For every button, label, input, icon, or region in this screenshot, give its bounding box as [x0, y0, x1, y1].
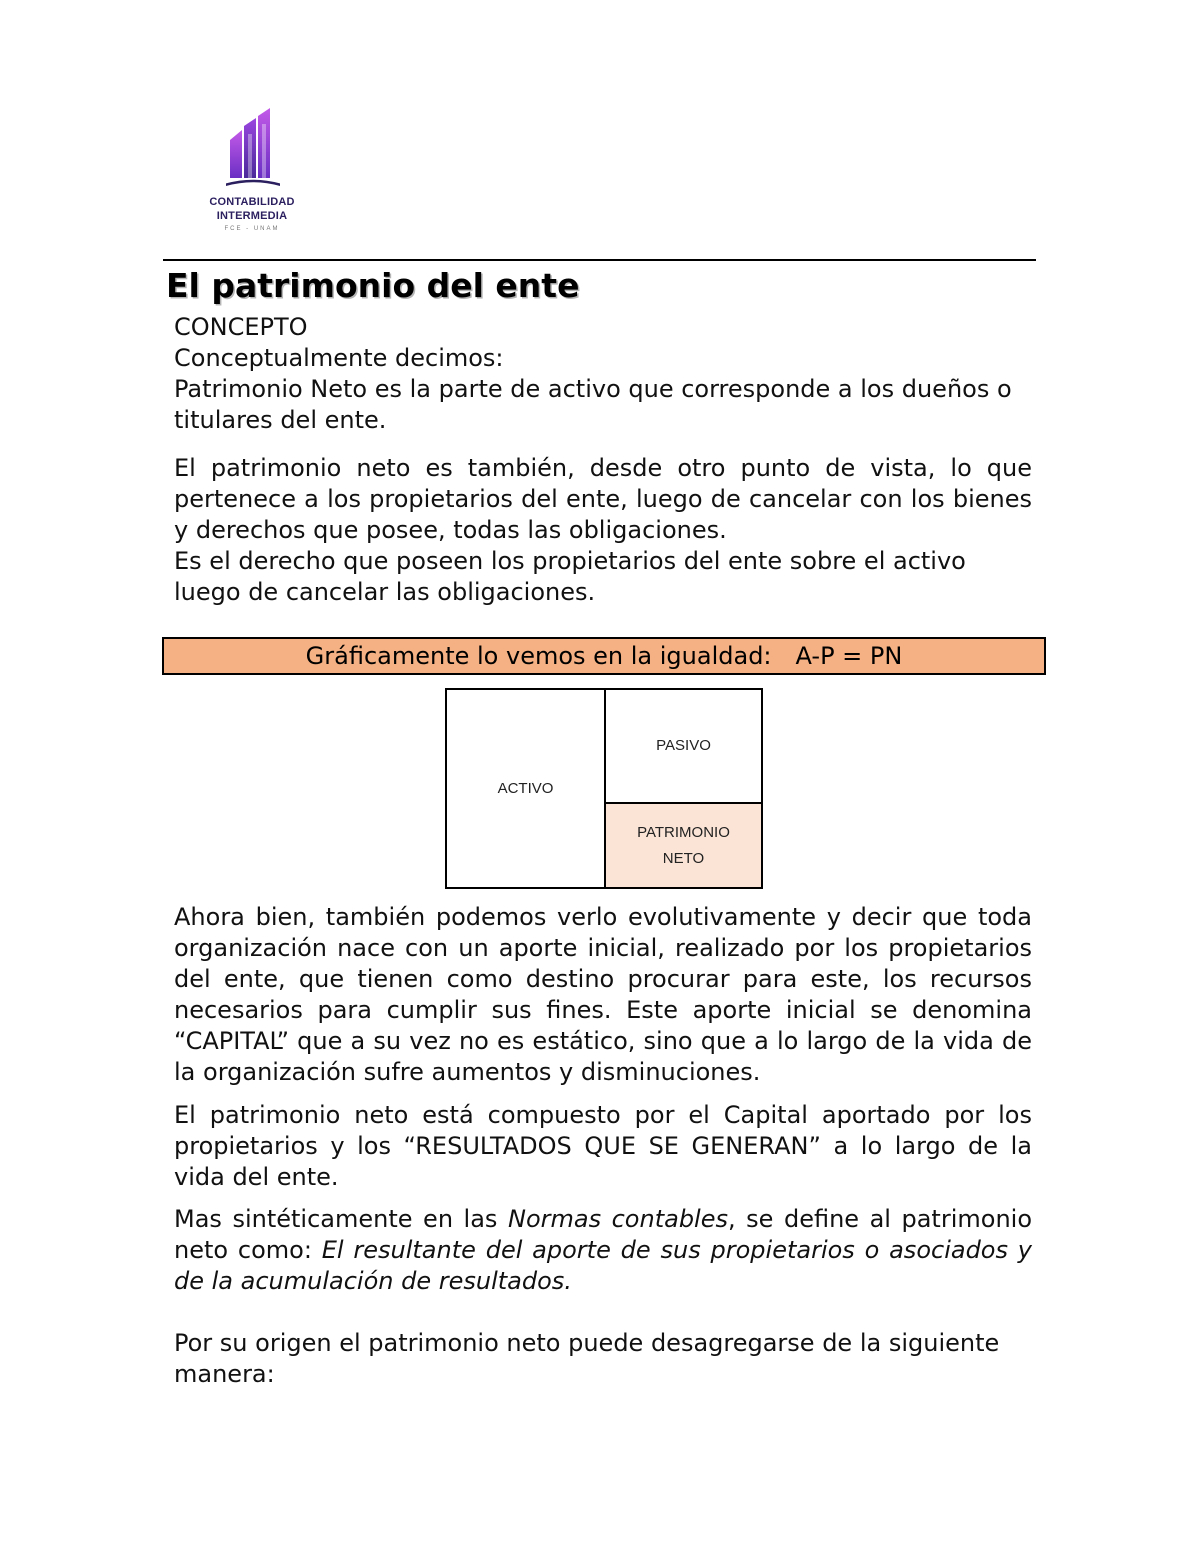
equation-banner: [162, 637, 1046, 675]
equation-formula: A-P = PN: [795, 642, 903, 670]
logo-text-line1: CONTABILIDAD: [209, 196, 295, 208]
paragraph-evolutivamente: Ahora bien, también podemos verlo evolutivamente y decir que toda organización nace con un aporte inicial, realizado por los propietarios del ente, que tienen como destino procurar para este, los recursos necesarios para cumplir sus fines. Este aporte inicial se denomina “CAPITAL” que a su vez no es estático, sino que a lo largo de la vida de la organización sufre aumentos y disminuciones.: [174, 903, 1032, 1086]
equation-label: Gráficamente lo vemos en la igualdad:: [305, 642, 772, 670]
normas-contables-term: Normas contables: [507, 1205, 728, 1233]
activo-box: [445, 688, 606, 889]
concepto-heading: CONCEPTO: [174, 313, 308, 341]
paragraph-derecho: Es el derecho que poseen los propietarios del ente sobre el activo luego de cancelar las obligaciones.: [174, 547, 966, 606]
logo-text-line3: FCE - UNAM: [224, 226, 280, 232]
normas-intro: Mas sintéticamente en las: [174, 1205, 508, 1233]
neto-label: NETO: [662, 849, 705, 867]
logo: [200, 108, 304, 238]
paragraph-normas-contables: [174, 1204, 1032, 1297]
normas-middle: , se define al patrimonio neto como:: [174, 1205, 1033, 1264]
activo-label: ACTIVO: [497, 779, 554, 797]
logo-text-line2: INTERMEDIA: [216, 210, 288, 222]
patrimonio-label: PATRIMONIO: [637, 823, 730, 841]
normas-definition: El resultante del aporte de sus propietarios o asociados y de la acumulación de resultados.: [174, 1236, 1033, 1295]
paragraph-compuesto: El patrimonio neto está compuesto por el Capital aportado por los propietarios y los “RESULTADOS QUE SE GENERAN” a lo largo de la vida del ente.: [174, 1101, 1032, 1191]
page-title: El patrimonio del ente: [166, 266, 580, 305]
definition-paragraph: Patrimonio Neto es la parte de activo que corresponde a los dueños o titulares del ente.: [174, 375, 1012, 434]
conceptualmente-line: Conceptualmente decimos:: [174, 344, 504, 372]
paragraph-origen: Por su origen el patrimonio neto puede desagregarse de la siguiente manera:: [174, 1329, 1000, 1388]
header-rule: [163, 259, 1036, 261]
pasivo-label: PASIVO: [656, 737, 711, 754]
balance-diagram: [445, 688, 763, 889]
paragraph-otro-punto-de-vista: El patrimonio neto es también, desde otro punto de vista, lo que pertenece a los propietarios del ente, luego de cancelar con los bienes y derechos que posee, todas las obligaciones.: [174, 454, 1032, 544]
patrimonio-neto-box: [604, 802, 763, 889]
building-bars-icon: [226, 108, 280, 190]
pasivo-box: [604, 688, 763, 804]
